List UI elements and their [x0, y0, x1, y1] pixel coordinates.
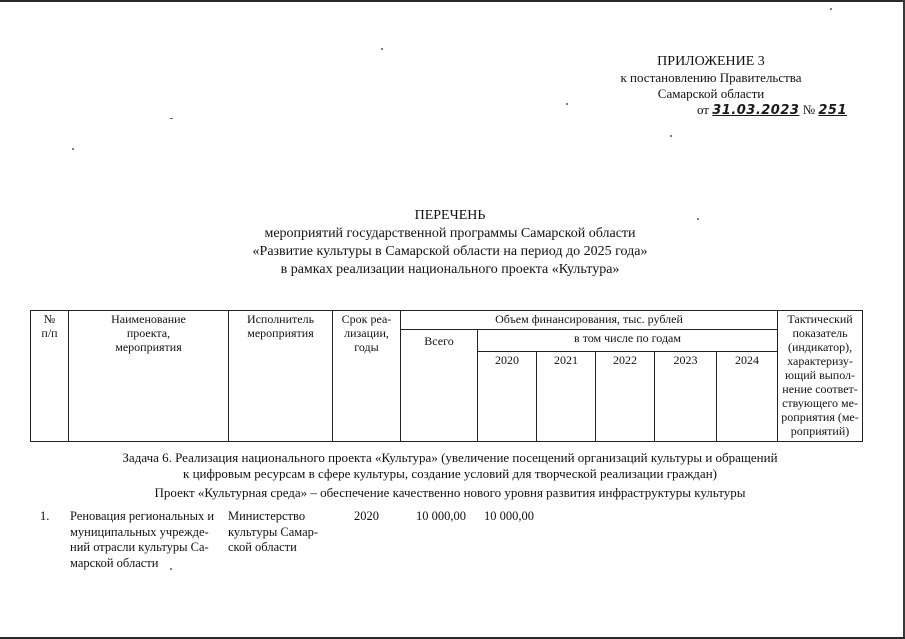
- scan-speck: [170, 118, 173, 119]
- col-header-indicator: Тактический показатель (индикатор), характеризу- ющий выпол- нение соответ- ствующего ме- роприятия (ме- роприятий): [778, 311, 863, 442]
- col-header-year-2020: 2020: [478, 352, 537, 442]
- row-1-term: 2020: [354, 509, 379, 523]
- document-title: [140, 207, 760, 279]
- col-header-year-2023: 2023: [655, 352, 717, 442]
- appendix-line-2: к постановлению Правительства: [620, 70, 802, 85]
- title-line-2: мероприятий государственной программы Самарской области: [264, 226, 636, 241]
- task-line-1: Задача 6. Реализация национального проекта «Культура» (увеличение посещений организаций культуры и обращений: [122, 450, 778, 465]
- task-6-text: [60, 450, 840, 482]
- scan-edge-top: [0, 0, 905, 2]
- number-prefix: №: [802, 102, 816, 117]
- scan-speck: [381, 48, 383, 50]
- date-prefix: от: [696, 102, 709, 117]
- scan-speck: [72, 148, 74, 150]
- appendix-block: [561, 54, 861, 118]
- row-1-name: Реновация региональных и муниципальных учрежде- ний отрасли культуры Са- марской области: [70, 509, 215, 570]
- row-1-2020: 10 000,00: [484, 509, 534, 523]
- col-header-year-2021: 2021: [537, 352, 596, 442]
- title-line-3: «Развитие культуры в Самарской области на период до 2025 года»: [252, 244, 648, 259]
- col-header-name: Наименование проекта, мероприятия: [69, 311, 229, 442]
- task-line-2: к цифровым ресурсам в сфере культуры, создание условий для творческой реализации граждан): [183, 466, 717, 481]
- scan-speck: [830, 8, 832, 10]
- handwritten-date: 31.03.2023: [712, 103, 800, 118]
- plan-table-header: [30, 310, 863, 442]
- appendix-date-line: [561, 102, 861, 118]
- scan-speck: [697, 218, 699, 220]
- col-header-term: Срок реа- лизации, годы: [333, 311, 401, 442]
- title-line-4: в рамках реализации национального проекта «Культура»: [280, 262, 620, 277]
- row-1-executor: Министерство культуры Самар- ской области: [228, 509, 319, 554]
- row-1-num: 1.: [40, 509, 50, 523]
- appendix-line-3: Самарской области: [657, 86, 765, 101]
- project-title: Проект «Культурная среда» – обеспечение качественно нового уровня развития инфраструктуры культуры: [154, 485, 746, 500]
- scan-speck: [566, 103, 568, 105]
- scan-speck: [670, 135, 672, 137]
- appendix-title: ПРИЛОЖЕНИЕ 3: [657, 54, 765, 69]
- col-header-year-2022: 2022: [596, 352, 655, 442]
- scan-speck: [170, 568, 172, 570]
- row-1-total: 10 000,00: [416, 509, 466, 523]
- title-line-1: ПЕРЕЧЕНЬ: [414, 208, 486, 223]
- col-header-num: № п/п: [31, 311, 69, 442]
- col-header-year-2024: 2024: [717, 352, 778, 442]
- col-header-total: Всего: [401, 330, 478, 442]
- handwritten-number: 251: [818, 103, 847, 118]
- col-header-executor: Исполнитель мероприятия: [229, 311, 333, 442]
- col-header-funding: Объем финансирования, тыс. рублей: [401, 311, 778, 330]
- col-header-by-years: в том числе по годам: [478, 330, 778, 352]
